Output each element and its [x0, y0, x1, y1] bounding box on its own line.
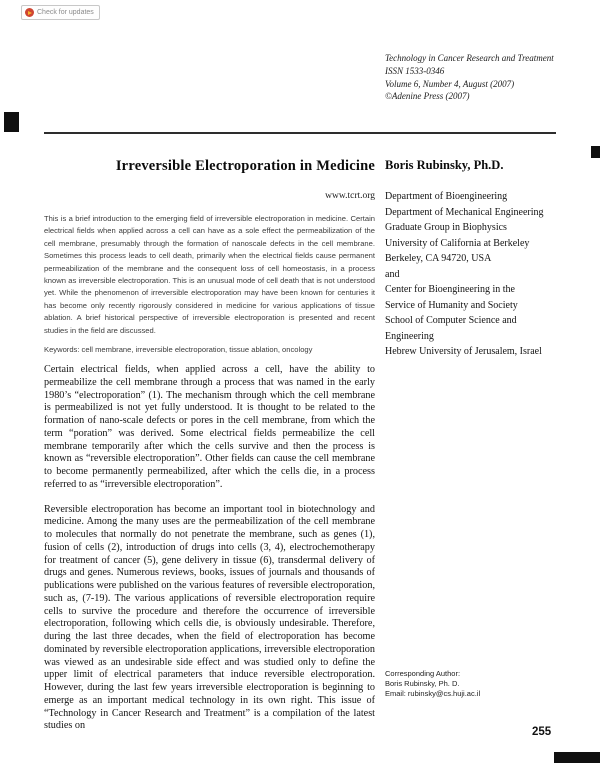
- body-paragraph-1: Certain electrical fields, when applied across a cell, have the ability to permeabilize the cell membrane through a process that was named in the early 1980’s “electroporation” (1). The mechanism through which the cell membrane is permeabilized is not yet fully understood. It is thought to be related to the formation of nano-scale defects or pores in the cell membrane, from which the term “poration” was derived. Some electrical fields permeabilize the cell membrane temporarily after which the cells survive and then the process is known as “reversible electroporation”. Other fields can cause the cell membrane to become permanently permeabilized, after which the cells die, in a process referred to as “irreversible electroporation”.: [44, 364, 375, 490]
- affiliation-line: Department of Bioengineering: [385, 191, 508, 202]
- journal-volume: Volume 6, Number 4, August (2007): [385, 78, 515, 89]
- affiliation-line: Department of Mechanical Engineering: [385, 206, 544, 218]
- crossmark-icon: [25, 8, 34, 17]
- corresponding-author-name: Boris Rubinsky, Ph. D.: [385, 678, 460, 688]
- check-for-updates-badge[interactable]: [21, 5, 100, 20]
- affiliation-line: University of California at Berkeley: [385, 237, 530, 249]
- scan-artifact-bottom: [554, 752, 600, 763]
- journal-header: [385, 52, 554, 103]
- author-name: Boris Rubinsky, Ph.D.: [385, 158, 504, 172]
- article-body: [44, 364, 375, 745]
- affiliation-line: and: [385, 268, 400, 280]
- abstract-text: This is a brief introduction to the emerging field of irreversible electroporation in medicine. Certain electrical fields when applied across a cell can have as a sole effect the permeabilization of the cell membrane, presumably through the formation of nanoscale defects in the cell membrane. Sometimes this process leads to cell death, primarily when the electrical fields cause permanent permeabilization of the membrane and the consequent loss of cell homeostasis, in a process known as irreversible electroporation. This is an unusual mode of cell death that is not understood yet. While the phenomenon of irreversible electroporation may have been known for centuries it has become only recently rigorously considered in medicine for various applications of tissue ablation. A brief historical perspective of irreversible electroporation is presented and recent studies in the field are discussed.: [44, 214, 375, 335]
- page-number: 255: [532, 726, 552, 738]
- affiliation-line: Hebrew University of Jerusalem, Israel: [385, 346, 542, 357]
- article-title: Irreversible Electroporation in Medicine: [115, 158, 375, 174]
- header-divider: [44, 132, 556, 134]
- affiliation-line: Center for Bioengineering in the: [385, 284, 515, 295]
- journal-copyright: ©Adenine Press (2007): [385, 91, 470, 102]
- journal-issn: ISSN 1533-0346: [385, 65, 445, 76]
- scan-artifact-right: [591, 146, 600, 158]
- author-affiliation: [385, 189, 544, 360]
- journal-name: Technology in Cancer Research and Treatment: [385, 53, 554, 63]
- affiliation-line: Service of Humanity and Society: [385, 299, 518, 311]
- affiliation-line: School of Computer Science and: [385, 315, 517, 326]
- corresponding-author-email[interactable]: Email: rubinsky@cs.huji.ac.il: [385, 688, 481, 698]
- journal-url-link[interactable]: www.tcrt.org: [325, 191, 375, 201]
- affiliation-line: Engineering: [385, 330, 434, 342]
- corresponding-author-footnote: [385, 669, 480, 698]
- body-paragraph-2: Reversible electroporation has become an important tool in biotechnology and medicine. Among the many uses are the permeabilization of the cell membrane to molecules that normally do not penetrate the membrane, such as genes (1), fusion of cells (2), introduction of drugs into cells (3, 4), electrochemotherapy for treatment of cancer (5), gene delivery in tissue (6), transdermal delivery of drugs and genes. Numerous reviews, books, issues of journals and thousands of publications were published on the various features of reversible electroporation, such as, (7-19). The various applications of reversible electroporation require cells to survive the procedure and therefore the occurrence of irreversible electroporation, following which cells die, is obviously undesirable. Therefore, during the last three decades, when the field of electroporation has become dominated by reversible electroporation applications, irreversible electroporation was viewed as an undesirable side effect and was studied only to define the upper limit of electrical parameters that induce reversible electroporation. However, during the last few years irreversible electroporation is beginning to emerge as an important medical technology in its own right. This issue of “Technology in Cancer Research and Treatment” is a compilation of the latest studies on: [44, 503, 375, 732]
- keywords-line: Keywords: cell membrane, irreversible electroporation, tissue ablation, oncology: [44, 345, 313, 354]
- affiliation-line: Berkeley, CA 94720, USA: [385, 253, 492, 264]
- check-for-updates-label: Check for updates: [37, 9, 94, 16]
- scan-artifact-left: [4, 112, 19, 132]
- corresponding-author-label: Corresponding Author:: [385, 669, 461, 678]
- affiliation-line: Graduate Group in Biophysics: [385, 222, 507, 233]
